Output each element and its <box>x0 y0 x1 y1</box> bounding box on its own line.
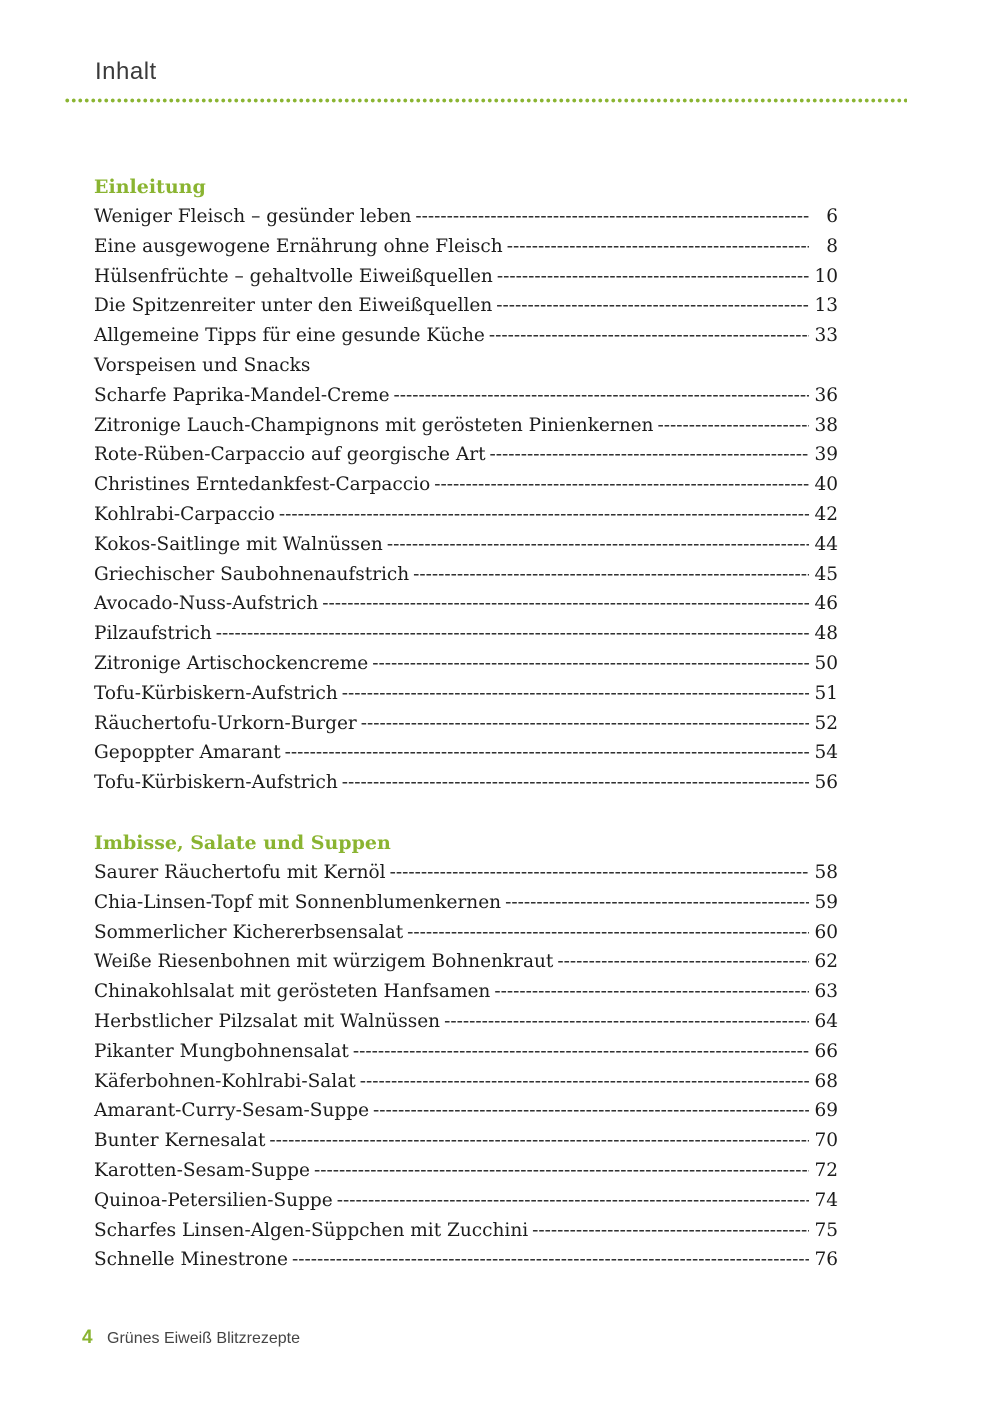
toc-entry-title: Tofu-Kürbiskern-Aufstrich <box>94 682 338 704</box>
toc-entry-page: 40 <box>814 474 838 496</box>
toc-entry-page: 36 <box>814 384 838 406</box>
dash-leader <box>373 1096 809 1126</box>
dash-leader <box>390 858 809 888</box>
toc-entry-title: Scharfes Linsen-Algen-Süppchen mit Zucchini <box>94 1219 529 1241</box>
toc-entry-title: Karotten-Sesam-Suppe <box>94 1159 310 1181</box>
toc-entry-page: 42 <box>814 503 838 525</box>
toc-entry-page: 38 <box>814 414 838 436</box>
dash-leader <box>532 1216 809 1246</box>
toc-entry[interactable] <box>94 232 838 262</box>
toc-entry-title: Bunter Kernesalat <box>94 1130 266 1152</box>
dash-leader <box>444 1007 809 1037</box>
dash-leader <box>394 381 809 411</box>
toc-entry[interactable] <box>94 411 838 441</box>
toc-entry-title: Käferbohnen-Kohlrabi-Salat <box>94 1070 356 1092</box>
toc-entry-title: Hülsenfrüchte – gehaltvolle Eiweißquellen <box>94 265 493 287</box>
toc-entry-page: 66 <box>814 1040 838 1062</box>
toc-entry[interactable] <box>94 291 838 321</box>
toc-entry-page: 60 <box>814 921 838 943</box>
toc-entry-page: 52 <box>814 712 838 734</box>
dash-leader <box>507 232 809 262</box>
toc-entry-title: Kohlrabi-Carpaccio <box>94 503 275 525</box>
toc-entry[interactable] <box>94 619 838 649</box>
dash-leader <box>490 440 810 470</box>
toc-entry[interactable] <box>94 947 838 977</box>
toc-entry[interactable] <box>94 1156 838 1186</box>
toc-entry[interactable] <box>94 589 838 619</box>
toc-entry-page: 33 <box>814 325 838 347</box>
toc-entry-title: Quinoa-Petersilien-Suppe <box>94 1189 333 1211</box>
toc-entry-page: 75 <box>814 1219 838 1241</box>
dash-leader <box>413 560 809 590</box>
toc-entry[interactable] <box>94 1245 838 1275</box>
toc-entry[interactable] <box>94 768 838 798</box>
toc-entry-title: Herbstlicher Pilzsalat mit Walnüssen <box>94 1010 441 1032</box>
toc-entry[interactable] <box>94 709 838 739</box>
dash-leader <box>497 262 809 292</box>
toc-entry-title: Rote-Rüben-Carpaccio auf georgische Art <box>94 444 486 466</box>
toc-entry[interactable] <box>94 440 838 470</box>
toc-entry[interactable] <box>94 321 838 351</box>
toc-entry[interactable] <box>94 1067 838 1097</box>
toc-entry-page: 13 <box>814 295 838 317</box>
toc-entry[interactable] <box>94 858 838 888</box>
dash-leader <box>360 1067 809 1097</box>
dash-leader <box>353 1037 809 1067</box>
dash-leader <box>279 500 809 530</box>
toc-entry[interactable] <box>94 500 838 530</box>
toc-entry-page: 50 <box>814 652 838 674</box>
toc-entry[interactable] <box>94 1007 838 1037</box>
toc-entry-title: Amarant-Curry-Sesam-Suppe <box>94 1100 370 1122</box>
toc-entry-title: Tofu-Kürbiskern-Aufstrich <box>94 772 338 794</box>
toc-entry[interactable] <box>94 202 838 232</box>
toc-entry-title: Avocado-Nuss-Aufstrich <box>94 593 319 615</box>
toc-entry-title: Kokos-Saitlinge mit Walnüssen <box>94 533 383 555</box>
toc-entry-title: Pilzaufstrich <box>94 623 212 645</box>
toc-entry-title: Allgemeine Tipps für eine gesunde Küche <box>94 325 485 347</box>
toc-entry-title: Vorspeisen und Snacks <box>94 354 311 376</box>
toc-entry-page: 59 <box>814 891 838 913</box>
toc-entry[interactable] <box>94 381 838 411</box>
toc-entry-page: 44 <box>814 533 838 555</box>
toc-entry-page: 72 <box>814 1159 838 1181</box>
toc-entry-page: 46 <box>814 593 838 615</box>
dash-leader <box>285 738 809 768</box>
toc-entry-title: Chinakohlsalat mit gerösteten Hanfsamen <box>94 981 491 1003</box>
toc-entry-page: 74 <box>814 1189 838 1211</box>
footer-page-number: 4 <box>82 1327 93 1348</box>
dash-leader <box>372 649 809 679</box>
table-of-contents <box>94 172 838 1275</box>
page-title: Inhalt <box>95 58 157 85</box>
dash-leader <box>657 411 809 441</box>
toc-entry-title: Christines Erntedankfest-Carpaccio <box>94 474 431 496</box>
toc-entry-page: 54 <box>814 742 838 764</box>
toc-entry-title: Schnelle Minestrone <box>94 1249 288 1271</box>
dotted-divider <box>64 98 907 103</box>
toc-entry-page: 76 <box>814 1249 838 1271</box>
dash-leader <box>322 589 809 619</box>
section-spacer <box>94 798 838 828</box>
section-heading: Einleitung <box>94 176 206 198</box>
toc-entry-title: Zitronige Lauch-Champignons mit gerösteten Pinienkernen <box>94 414 654 436</box>
toc-entry-page: 51 <box>814 682 838 704</box>
toc-entry-title: Zitronige Artischockencreme <box>94 652 369 674</box>
toc-entry-page: 69 <box>814 1100 838 1122</box>
dash-leader <box>494 977 809 1007</box>
toc-entry-title: Die Spitzenreiter unter den Eiweißquellen <box>94 295 493 317</box>
toc-entry[interactable] <box>94 351 838 381</box>
toc-entry[interactable] <box>94 470 838 500</box>
toc-entry-title: Pikanter Mungbohnensalat <box>94 1040 349 1062</box>
toc-entry-title: Weniger Fleisch – gesünder leben <box>94 206 412 227</box>
toc-entry[interactable] <box>94 649 838 679</box>
toc-entry-title: Saurer Räuchertofu mit Kernöl <box>94 861 386 883</box>
toc-entry-page: 56 <box>814 772 838 794</box>
dash-leader <box>216 619 809 649</box>
toc-entry-page: 63 <box>814 981 838 1003</box>
dash-leader <box>434 470 809 500</box>
toc-entry-title: Weiße Riesenbohnen mit würzigem Bohnenkraut <box>94 951 554 973</box>
dash-leader <box>505 888 809 918</box>
toc-entry[interactable] <box>94 679 838 709</box>
toc-entry-page: 39 <box>814 444 838 466</box>
toc-entry-title: Scharfe Paprika-Mandel-Creme <box>94 384 390 406</box>
dash-leader <box>337 1186 809 1216</box>
dash-leader <box>269 1126 809 1156</box>
toc-entry-page: 6 <box>826 206 838 227</box>
toc-entry-page: 45 <box>814 563 838 585</box>
dash-leader <box>361 709 809 739</box>
toc-entry-page: 70 <box>814 1130 838 1152</box>
toc-entry-page: 48 <box>814 623 838 645</box>
toc-entry[interactable] <box>94 977 838 1007</box>
toc-entry[interactable] <box>94 1186 838 1216</box>
toc-entry-title: Chia-Linsen-Topf mit Sonnenblumenkernen <box>94 891 502 913</box>
dash-leader <box>557 947 809 977</box>
toc-entry-title: Räuchertofu-Urkorn-Burger <box>94 712 357 734</box>
toc-entry-page: 8 <box>826 235 838 257</box>
toc-entry-title: Sommerlicher Kichererbsensalat <box>94 921 404 943</box>
toc-entry[interactable] <box>94 738 838 768</box>
dash-leader <box>387 530 809 560</box>
toc-entry-title: Griechischer Saubohnenaufstrich <box>94 563 410 585</box>
toc-entry-title: Gepoppter Amarant <box>94 742 281 764</box>
dash-leader <box>342 679 809 709</box>
dash-leader <box>489 321 809 351</box>
toc-entry[interactable] <box>94 1216 838 1246</box>
section-heading: Imbisse, Salate und Suppen <box>94 831 391 854</box>
toc-entry[interactable] <box>94 1096 838 1126</box>
toc-entry[interactable] <box>94 530 838 560</box>
toc-entry[interactable] <box>94 1037 838 1067</box>
dash-leader <box>292 1245 809 1275</box>
toc-entry[interactable] <box>94 560 838 590</box>
toc-entry-page: 10 <box>814 265 838 287</box>
dash-leader <box>496 291 809 321</box>
toc-entry-page: 62 <box>814 951 838 973</box>
toc-entry[interactable] <box>94 1126 838 1156</box>
toc-entry-title: Eine ausgewogene Ernährung ohne Fleisch <box>94 235 503 257</box>
dash-leader <box>314 1156 809 1186</box>
footer-book-title: Grünes Eiweiß Blitzrezepte <box>107 1330 300 1347</box>
page-footer <box>82 1327 300 1349</box>
dash-leader <box>342 768 809 798</box>
toc-entry-page: 68 <box>814 1070 838 1092</box>
toc-entry-page: 64 <box>814 1010 838 1032</box>
dash-leader <box>407 918 809 948</box>
toc-entry[interactable] <box>94 262 838 292</box>
toc-entry[interactable] <box>94 888 838 918</box>
toc-entry-page: 58 <box>814 861 838 883</box>
dash-leader <box>415 202 809 232</box>
toc-entry[interactable] <box>94 918 838 948</box>
